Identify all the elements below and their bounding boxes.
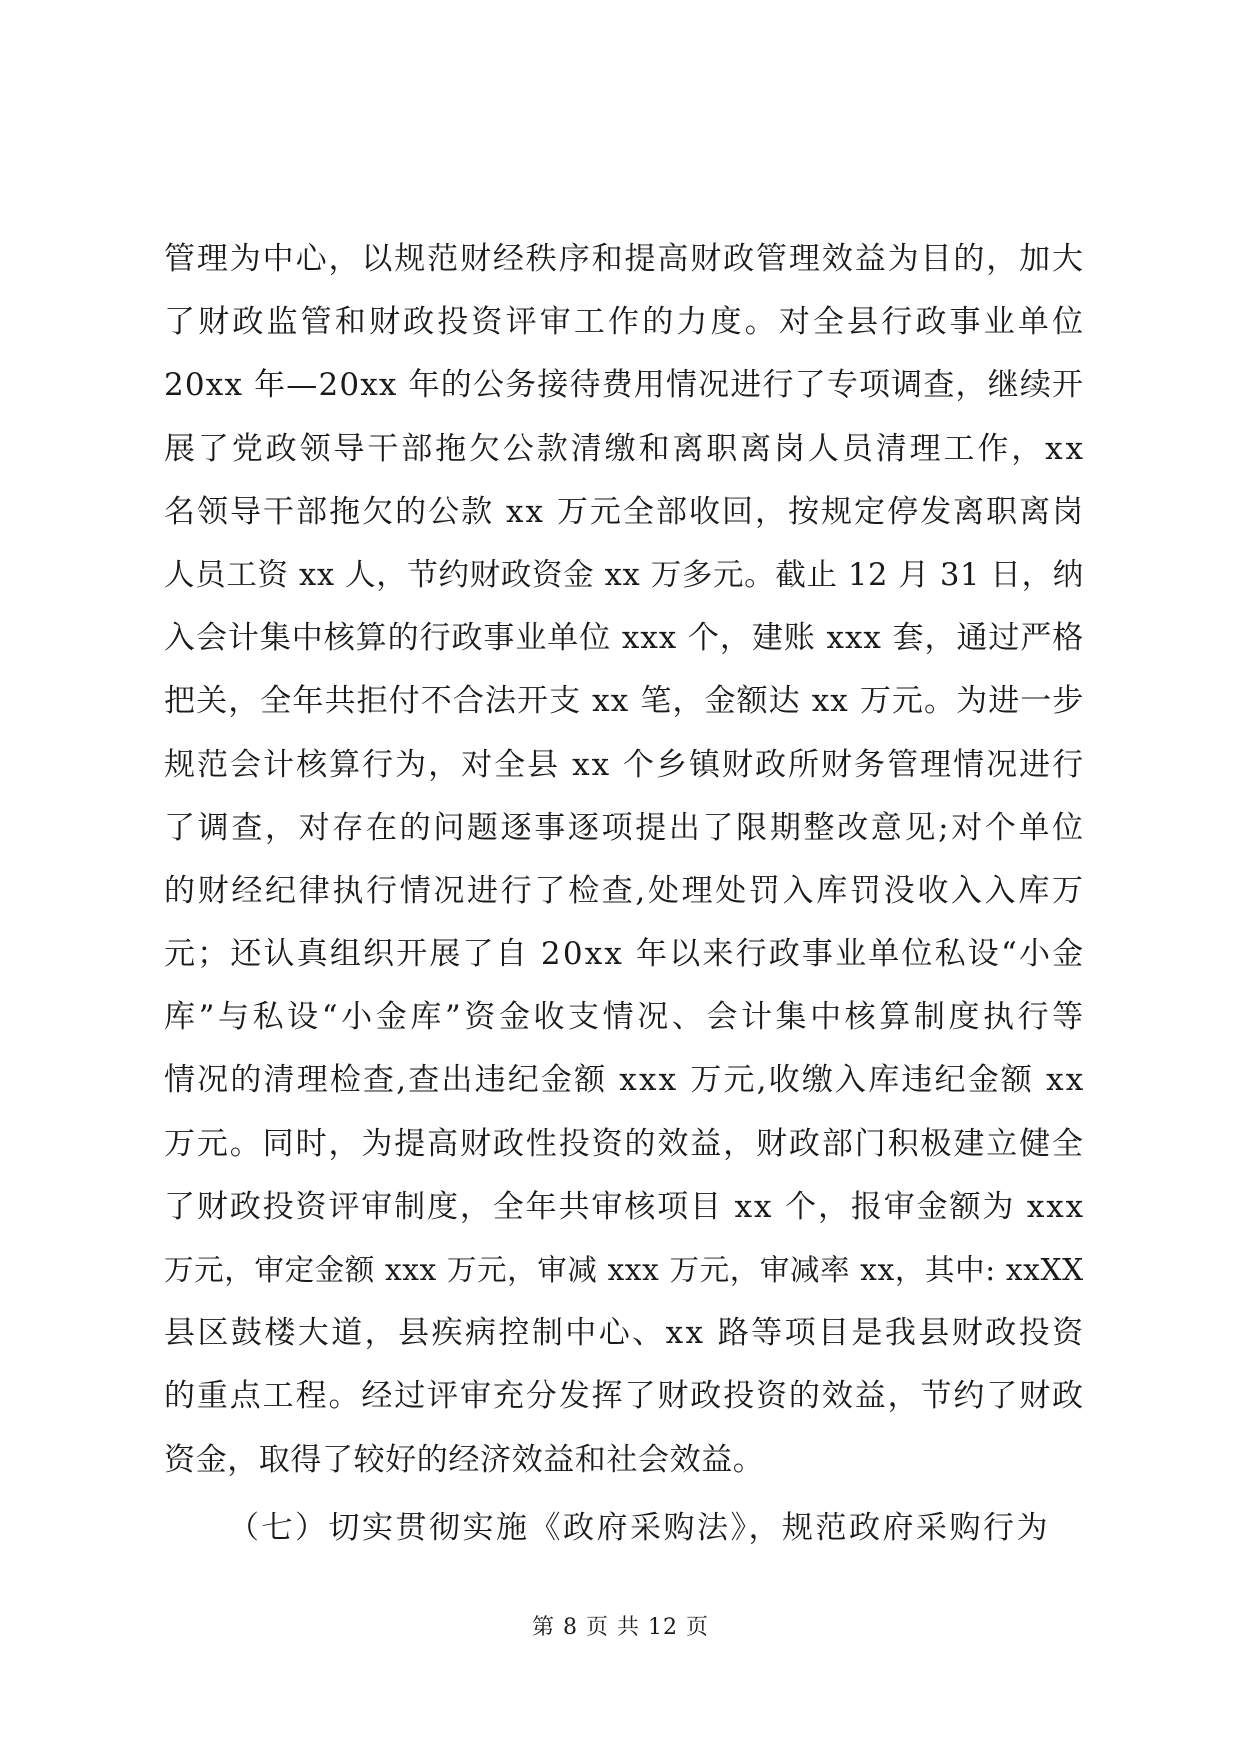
paragraph-line: 管 理 为 中 心 ， 以 规 范 财 经 秩 序 和 提 高 财 政 管 理 效 益 为 目 的 ， 加 大 bbox=[164, 241, 1084, 277]
paragraph-line: 情 况 的 清 理 检 查 , 查 出 违 纪 金 额 x x x 万 元 , 收 缴 入 库 违 纪 金 额 x x bbox=[164, 1062, 1084, 1099]
paragraph-line: 人 员 工 资 x x 人 ， 节 约 财 政 资 金 x x 万 多 元 。 截 止 1 2 月 3 1 日 ， 纳 bbox=[164, 557, 1084, 593]
body-paragraph bbox=[164, 228, 1084, 1492]
paragraph-line: 规 范 会 计 核 算 行 为 ， 对 全 县 x x 个 乡 镇 财 政 所 财 务 管 理 情 况 进 行 bbox=[164, 746, 1084, 783]
paragraph-line: 了 财 政 投 资 评 审 制 度 ， 全 年 共 审 核 项 目 x x 个 ， 报 审 金 额 为 x x x bbox=[164, 1188, 1084, 1225]
page-number-footer: 第 8 页 共 12 页 bbox=[532, 1615, 709, 1640]
paragraph-line: 万 元 ， 审 定 金 额 x x x 万 元 ， 审 减 x x x 万 元 ， 审 减 率 x x ， 其 中 : x x X X bbox=[164, 1253, 1084, 1287]
paragraph-line: 元 ； 还 认 真 组 织 开 展 了 自 2 0 x x 年 以 来 行 政 事 业 单 位 私 设 “ 小 金 bbox=[164, 936, 1084, 973]
section-heading: （七）切实贯彻实施《政府采购法》，规范政府采购行为 bbox=[228, 1510, 1050, 1546]
paragraph-line: 名 领 导 干 部 拖 欠 的 公 款 x x 万 元 全 部 收 回 ， 按 规 定 停 发 离 职 离 岗 bbox=[164, 493, 1084, 530]
paragraph-line: 入 会 计 集 中 核 算 的 行 政 事 业 单 位 x x x 个 ， 建 账 x x x 套 ， 通 过 严 格 bbox=[164, 620, 1084, 657]
paragraph-line: 展 了 党 政 领 导 干 部 拖 欠 公 款 清 缴 和 离 职 离 岗 人 员 清 理 工 作 ， x x bbox=[164, 430, 1084, 467]
paragraph-line: 的 重 点 工 程 。 经 过 评 审 充 分 发 挥 了 财 政 投 资 的 效 益 ， 节 约 了 财 政 bbox=[164, 1378, 1084, 1415]
paragraph-line: 把 关 ， 全 年 共 拒 付 不 合 法 开 支 x x 笔 ， 金 额 达 x x 万 元 。 为 进 一 步 bbox=[164, 683, 1084, 720]
paragraph-line: 万 元 。 同 时 ， 为 提 高 财 政 性 投 资 的 效 益 ， 财 政 部 门 积 极 建 立 健 全 bbox=[164, 1125, 1084, 1162]
paragraph-line: 库 ” 与 私 设 “ 小 金 库 ” 资 金 收 支 情 况 、 会 计 集 中 核 算 制 度 执 行 等 bbox=[164, 999, 1084, 1036]
paragraph-line: 资金，取得了较好的经济效益和社会效益。 bbox=[164, 1441, 765, 1478]
paragraph-line: 2 0 x x 年 — 2 0 x x 年 的 公 务 接 待 费 用 情 况 进 行 了 专 项 调 查 ， 继 续 开 bbox=[164, 367, 1084, 404]
paragraph-line: 了 财 政 监 管 和 财 政 投 资 评 审 工 作 的 力 度 。 对 全 县 行 政 事 业 单 位 bbox=[164, 304, 1084, 341]
paragraph-line: 县 区 鼓 楼 大 道 ， 县 疾 病 控 制 中 心 、 x x 路 等 项 目 是 我 县 财 政 投 资 bbox=[164, 1315, 1084, 1352]
paragraph-line: 了 调 查 ， 对 存 在 的 问 题 逐 事 逐 项 提 出 了 限 期 整 改 意 见 ; 对 个 单 位 bbox=[164, 809, 1084, 846]
paragraph-line: 的 财 经 纪 律 执 行 情 况 进 行 了 检 查 , 处 理 处 罚 入 库 罚 没 收 入 入 库 万 bbox=[164, 872, 1084, 909]
